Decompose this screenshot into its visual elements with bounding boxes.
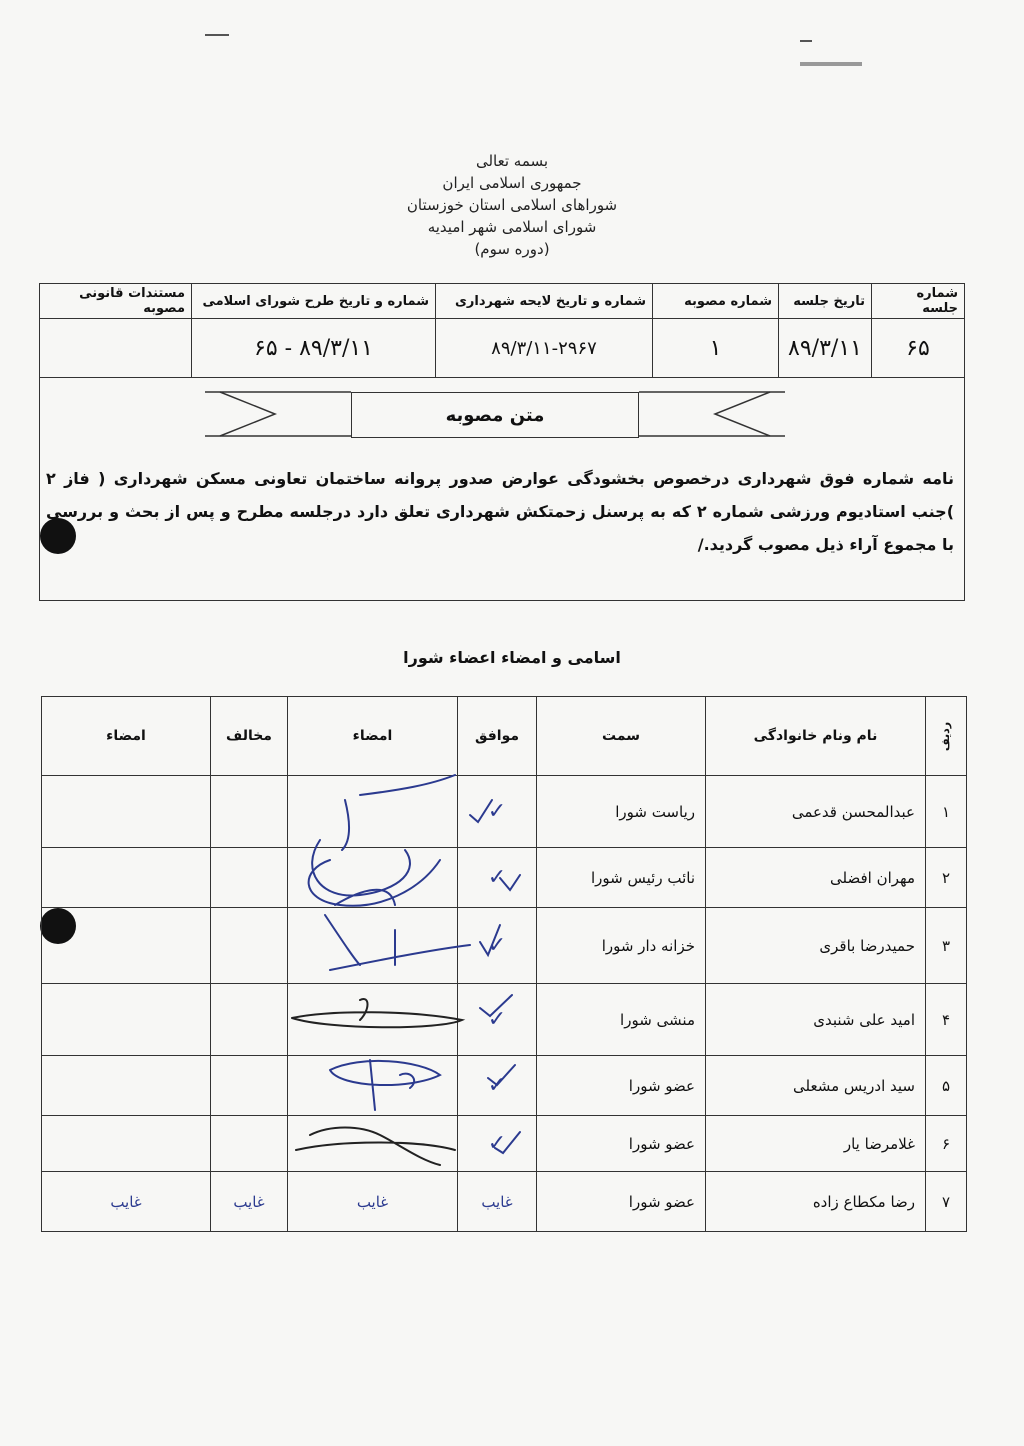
plan-no-date-header: شماره و تاریخ طرح شورای اسلامی bbox=[192, 284, 436, 319]
oppose-cell bbox=[211, 908, 288, 984]
signature2-cell bbox=[42, 1056, 211, 1116]
table-row bbox=[42, 908, 967, 984]
oppose-cell bbox=[211, 1116, 288, 1172]
member-name: امید علی شنبدی bbox=[706, 984, 926, 1056]
agree-mark: غایب bbox=[458, 1172, 537, 1232]
signature-note: غایب bbox=[288, 1172, 458, 1232]
row-no: ۴ bbox=[926, 984, 967, 1056]
resolution-title: متن مصوبه bbox=[351, 392, 639, 438]
agree-mark: ✓ bbox=[458, 908, 537, 984]
member-role: منشی شورا bbox=[537, 984, 706, 1056]
council-term: (دوره سوم) bbox=[474, 240, 550, 258]
agree-mark: ✓ bbox=[458, 984, 537, 1056]
member-role: ریاست شورا bbox=[537, 776, 706, 848]
member-name: عبدالمحسن قدعمی bbox=[706, 776, 926, 848]
table-row bbox=[42, 1116, 967, 1172]
member-role: عضو شورا bbox=[537, 1056, 706, 1116]
member-role: عضو شورا bbox=[537, 1172, 706, 1232]
signature-cell bbox=[288, 984, 458, 1056]
table-row bbox=[42, 848, 967, 908]
oppose-header: مخالف bbox=[211, 697, 288, 776]
legal-docs-header: مستندات قانونی مصوبه bbox=[40, 284, 192, 319]
oppose-cell bbox=[211, 848, 288, 908]
signature2-note: غایب bbox=[42, 1172, 211, 1232]
session-date-value: ۸۹/۳/۱۱ bbox=[779, 319, 872, 378]
table-row bbox=[42, 1172, 967, 1232]
member-role: نائب رئیس شورا bbox=[537, 848, 706, 908]
row-no: ۳ bbox=[926, 908, 967, 984]
legal-docs-value bbox=[40, 319, 192, 378]
agree-header: موافق bbox=[458, 697, 537, 776]
member-name: مهران افضلی bbox=[706, 848, 926, 908]
agree-mark: ✓ bbox=[458, 1116, 537, 1172]
resolution-text: نامه شماره فوق شهرداری درخصوص بخشودگی عوارض صدور پروانه ساختمان تعاونی مسکن شهرداری ( فاز ۲ )جنب استادیوم ورزشی شماره ۲ که به پرسنل زحمتکش شهرداری تعلق دارد درجلسه مطرح و پس از بحث و بررسی با مجموع آراء ذیل مصوب گردید./ bbox=[46, 469, 955, 554]
province-councils: شوراهای اسلامی استان خوزستان bbox=[406, 196, 618, 214]
country-name: جمهوری اسلامی ایران bbox=[442, 174, 582, 192]
row-no: ۱ bbox=[926, 776, 967, 848]
role-header: سمت bbox=[537, 697, 706, 776]
signature2-cell bbox=[42, 1116, 211, 1172]
oppose-cell bbox=[211, 776, 288, 848]
session-no-header: شماره جلسه bbox=[872, 284, 965, 319]
member-name: غلامرضا یار bbox=[706, 1116, 926, 1172]
table-row bbox=[42, 984, 967, 1056]
row-no: ۵ bbox=[926, 1056, 967, 1116]
row-no: ۷ bbox=[926, 1172, 967, 1232]
table-row bbox=[42, 776, 967, 848]
signature-header: امضاء bbox=[288, 697, 458, 776]
signature-cell bbox=[288, 776, 458, 848]
resolution-no-header: شماره مصوبه bbox=[653, 284, 779, 319]
name-header: نام ونام خانوادگی bbox=[706, 697, 926, 776]
bill-no-date-header: شماره و تاریخ لایحه شهرداری bbox=[436, 284, 653, 319]
signature-cell bbox=[288, 908, 458, 984]
resolution-title-banner bbox=[205, 388, 785, 440]
basmala: بسمه تعالی bbox=[475, 152, 549, 170]
signature-cell bbox=[288, 1056, 458, 1116]
oppose-cell bbox=[211, 1056, 288, 1116]
agree-mark: ✓ bbox=[458, 848, 537, 908]
resolution-no-value: ۱ bbox=[653, 319, 779, 378]
member-role: عضو شورا bbox=[537, 1116, 706, 1172]
members-header-row bbox=[42, 697, 967, 776]
signature2-cell bbox=[42, 908, 211, 984]
signature2-cell bbox=[42, 776, 211, 848]
row-no: ۶ bbox=[926, 1116, 967, 1172]
members-table bbox=[41, 696, 967, 1232]
signature-cell bbox=[288, 1116, 458, 1172]
table-row bbox=[42, 1056, 967, 1116]
row-no: ۲ bbox=[926, 848, 967, 908]
agree-mark: ✓ bbox=[458, 1056, 537, 1116]
signature2-header: امضاء bbox=[42, 697, 211, 776]
member-name: سید ادریس مشعلی bbox=[706, 1056, 926, 1116]
letterhead bbox=[0, 150, 1024, 260]
agree-mark: ✓ bbox=[458, 776, 537, 848]
member-name: رضا مکطاع زاده bbox=[706, 1172, 926, 1232]
members-title: اسامی و امضاء اعضاء شورا bbox=[403, 648, 621, 667]
bill-no-date-value: ۸۹/۳/۱۱-۲۹۶۷ bbox=[436, 319, 653, 378]
row-no-header bbox=[926, 697, 967, 776]
oppose-cell bbox=[211, 984, 288, 1056]
member-role: خزانه دار شورا bbox=[537, 908, 706, 984]
city-council: شورای اسلامی شهر امیدیه bbox=[427, 218, 597, 236]
session-date-header: تاریخ جلسه bbox=[779, 284, 872, 319]
row-no-header-label: ردیف bbox=[939, 721, 953, 751]
scan-speck bbox=[800, 62, 862, 66]
member-name: حمیدرضا باقری bbox=[706, 908, 926, 984]
signature2-cell bbox=[42, 848, 211, 908]
signature-cell bbox=[288, 848, 458, 908]
session-no-value: ۶۵ bbox=[872, 319, 965, 378]
signature2-cell bbox=[42, 984, 211, 1056]
scan-speck bbox=[800, 40, 812, 42]
oppose-note: غایب bbox=[211, 1172, 288, 1232]
plan-no-date-value: ۸۹/۳/۱۱ - ۶۵ bbox=[192, 319, 436, 378]
scan-speck bbox=[205, 34, 229, 36]
